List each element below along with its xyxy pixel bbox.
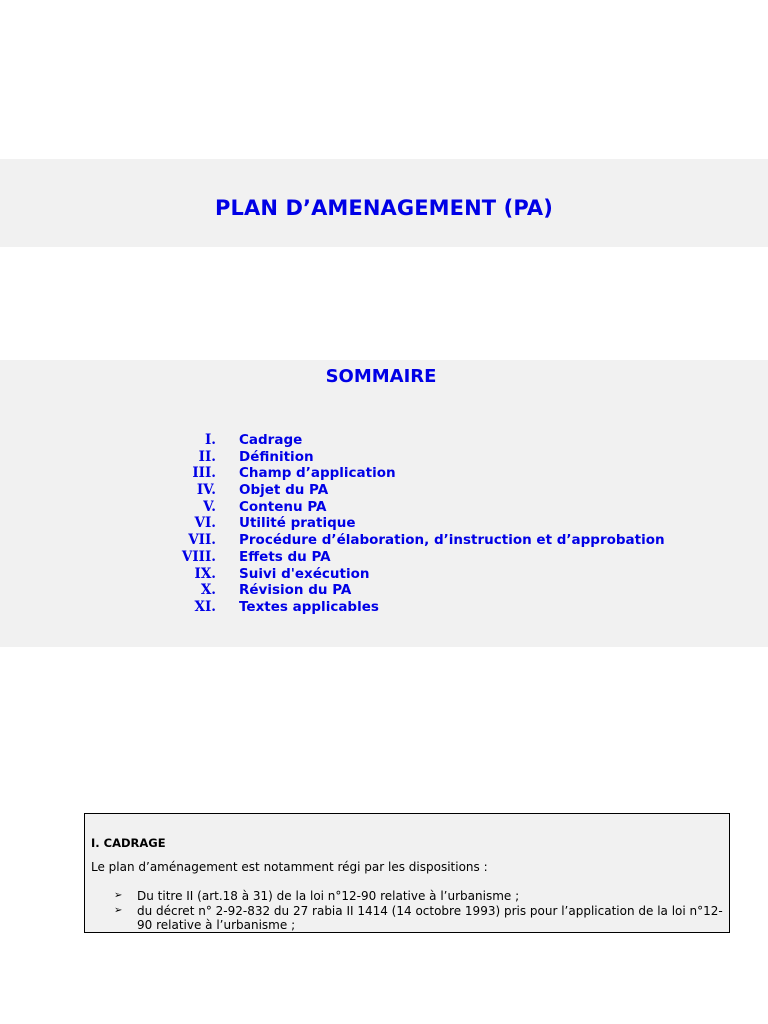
summary-item-label: Procédure d’élaboration, d’instruction et d’approbation: [239, 532, 665, 549]
summary-item-number: III.: [192, 465, 216, 482]
summary-list: [150, 432, 665, 616]
summary-item-label: Contenu PA: [239, 498, 327, 515]
cadrage-item-text: du décret n° 2-92-832 du 27 rabia II 1414 (14 octobre 1993) pris pour l’application de la loi n°12-90 relative à l’urbanisme ;: [137, 903, 723, 932]
summary-item-label: Cadrage: [239, 432, 303, 448]
summary-heading: SOMMAIRE: [325, 366, 437, 387]
summary-item-number: VIII.: [181, 548, 216, 565]
summary-item-label: Effets du PA: [239, 548, 331, 565]
summary-item-number: IX.: [194, 565, 216, 582]
cadrage-section: [84, 813, 730, 933]
summary-item-label: Révision du PA: [239, 582, 352, 599]
summary-item: [150, 499, 665, 516]
summary-item-label: Textes applicables: [239, 598, 379, 615]
summary-item-label: Objet du PA: [239, 482, 329, 499]
summary-item: [150, 566, 665, 583]
summary-item-number: I.: [204, 432, 216, 448]
summary-item-label: Utilité pratique: [239, 515, 356, 532]
summary-item-number: VII.: [188, 532, 216, 549]
summary-item-number: IV.: [196, 482, 216, 499]
summary-item-number: V.: [203, 498, 216, 515]
summary-item: [150, 532, 665, 549]
cadrage-intro: Le plan d’aménagement est notamment régi par les dispositions :: [91, 860, 488, 874]
cadrage-heading: I. CADRAGE: [91, 836, 166, 850]
summary-item-label: Définition: [239, 448, 314, 465]
cadrage-list-item: [85, 889, 731, 904]
arrow-bullet-icon: ➢: [114, 904, 123, 916]
summary-item: [150, 432, 665, 449]
summary-item: [150, 449, 665, 466]
summary-item-number: VI.: [194, 515, 216, 532]
cadrage-list: [85, 889, 731, 933]
summary-item-number: X.: [200, 582, 216, 599]
title-band: [0, 159, 768, 247]
summary-item-label: Suivi d'exécution: [239, 565, 370, 582]
summary-band: [0, 360, 768, 647]
summary-item: [150, 465, 665, 482]
cadrage-item-text: Du titre II (art.18 à 31) de la loi n°12-90 relative à l’urbanisme ;: [137, 889, 520, 903]
cadrage-list-item: [85, 904, 731, 933]
document-title: PLAN D’AMENAGEMENT (PA): [215, 196, 553, 220]
summary-item-number: II.: [198, 448, 216, 465]
summary-item: [150, 515, 665, 532]
summary-item-label: Champ d’application: [239, 465, 396, 482]
summary-item: [150, 549, 665, 566]
summary-item: [150, 582, 665, 599]
summary-item: [150, 599, 665, 616]
arrow-bullet-icon: ➢: [114, 890, 123, 901]
summary-item-number: XI.: [194, 598, 216, 615]
summary-item: [150, 482, 665, 499]
